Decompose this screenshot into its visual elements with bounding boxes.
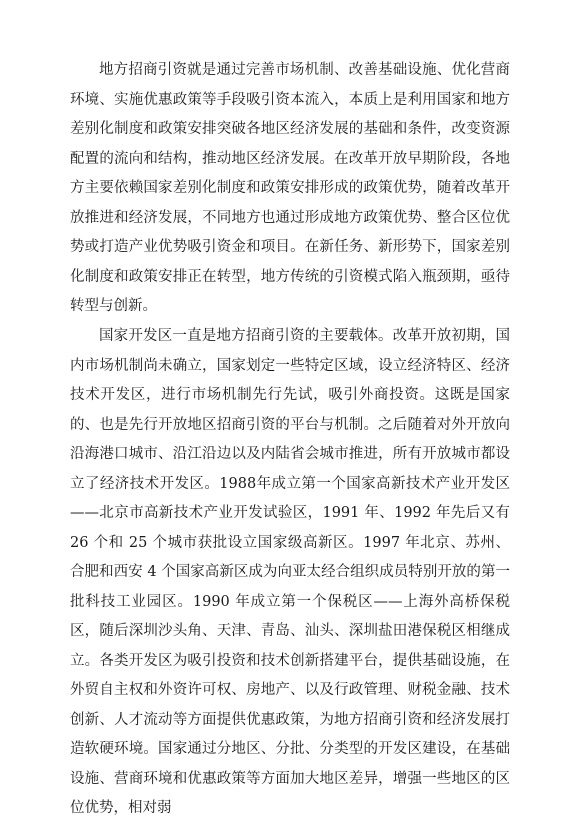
body-paragraph-development-zones: 国家开发区一直是地方招商引资的主要载体。改革开放初期，国内市场机制尚未确立，国家划定一些特定区域，设立经济特区、经济技术开发区，进行市场机制先行先试，吸引外商投资。这既是国家的、也是先行开放地区招商引资的平台与机制。之后随着对外开放向沿海港口城市、沿江沿边以及内陆省会城市推进，所有开放城市都设立了经济技术开发区。1988年成立第一个国家高新技术产业开发区——北京市高新技术产业开发试验区，1991 年、1992 年先后又有 26 个和 25 个城市获批设立国家级高新区。1997 年北京、苏州、合肥和西安 4 个国家高新区成为向亚太经合组织成员特别开放的第一批科技工业园区。1990 年成立第一个保税区——上海外高桥保税区，随后深圳沙头角、天津、青岛、汕头、深圳盐田港保税区相继成立。各类开发区为吸引投资和技术创新搭建平台，提供基础设施，在外贸自主权和外资许可权、房地产、以及行政管理、财税金融、技术创新、人才流动等方面提供优惠政策，为地方招商引资和经济发展打造软硬环境。国家通过分地区、分批、分类型的开发区建设，在基础设施、营商环境和优惠政策等方面加大地区差异，增强一些地区的区位优势，相对弱 [70, 328, 510, 816]
body-paragraph-investment-attraction: 地方招商引资就是通过完善市场机制、改善基础设施、优化营商环境、实施优惠政策等手段吸引资本流入，本质上是利用国家和地方差别化制度和政策安排突破各地区经济发展的基础和条件，改变资源配置的流向和结构，推动地区经济发展。在改革开放早期阶段，各地方主要依赖国家差别化制度和政策安排形成的政策优势，随着改革开放推进和经济发展，不同地方也通过形成地方政策优势、整合区位优势或打造产业优势吸引资金和项目。在新任务、新形势下，国家差别化制度和政策安排正在转型，地方传统的引资模式陷入瓶颈期，亟待转型与创新。 [70, 62, 510, 314]
